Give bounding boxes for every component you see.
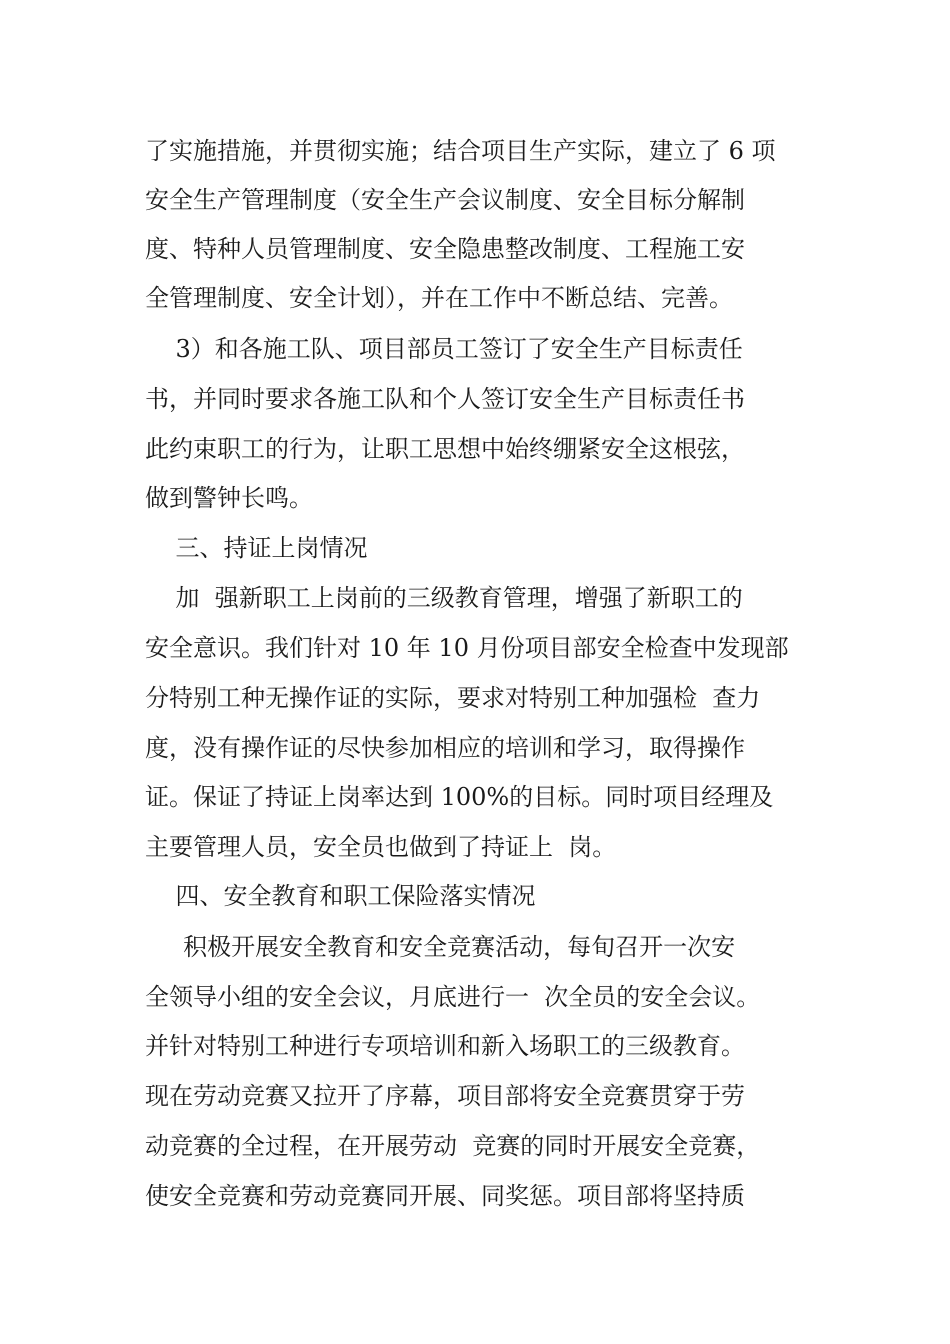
text-line: 积极开展安全教育和安全竞赛活动，每旬召开一次安 xyxy=(145,933,736,961)
text-line: 现在劳动竞赛又拉开了序幕，项目部将安全竞赛贯穿于劳 xyxy=(145,1082,745,1110)
text-line: 使安全竞赛和劳动竞赛同开展、同奖惩。项目部将坚持质 xyxy=(145,1182,745,1210)
text-line: 证。保证了持证上岗率达到 100%的目标。同时项目经理及 xyxy=(145,783,774,811)
text-line: 动竞赛的全过程，在开展劳动 竞赛的同时开展安全竞赛， xyxy=(145,1132,761,1160)
text-line: 全领导小组的安全会议，月底进行一 次全员的安全会议。 xyxy=(145,983,761,1011)
text-line: 安全意识。我们针对 10 年 10 月份项目部安全检查中发现部 xyxy=(145,634,789,662)
text-line: 主要管理人员，安全员也做到了持证上 岗。 xyxy=(145,833,617,861)
text-line: 做到警钟长鸣。 xyxy=(145,484,313,512)
text-line: 并针对特别工种进行专项培训和新入场职工的三级教育。 xyxy=(145,1032,745,1060)
section-heading: 三、持证上岗情况 xyxy=(145,534,368,562)
text-line: 安全生产管理制度（安全生产会议制度、安全目标分解制 xyxy=(145,186,745,214)
text-line: 全管理制度、安全计划），并在工作中不断总结、完善。 xyxy=(145,284,733,312)
text-line: 3）和各施工队、项目部员工签订了安全生产目标责任 xyxy=(145,335,743,363)
text-line: 分特别工种无操作证的实际，要求对特别工种加强检 查力 xyxy=(145,684,761,712)
text-line: 此约束职工的行为，让职工思想中始终绷紧安全这根弦， xyxy=(145,435,745,463)
text-line: 书，并同时要求各施工队和个人签订安全生产目标责任书 xyxy=(145,385,745,413)
text-line: 加 强新职工上岗前的三级教育管理，增强了新职工的 xyxy=(145,584,743,612)
section-heading: 四、安全教育和职工保险落实情况 xyxy=(145,882,536,910)
text-line: 度，没有操作证的尽快参加相应的培训和学习，取得操作 xyxy=(145,734,745,762)
text-line: 了实施措施，并贯彻实施；结合项目生产实际，建立了 6 项 xyxy=(145,137,776,165)
text-line: 度、特种人员管理制度、安全隐患整改制度、工程施工安 xyxy=(145,235,745,263)
